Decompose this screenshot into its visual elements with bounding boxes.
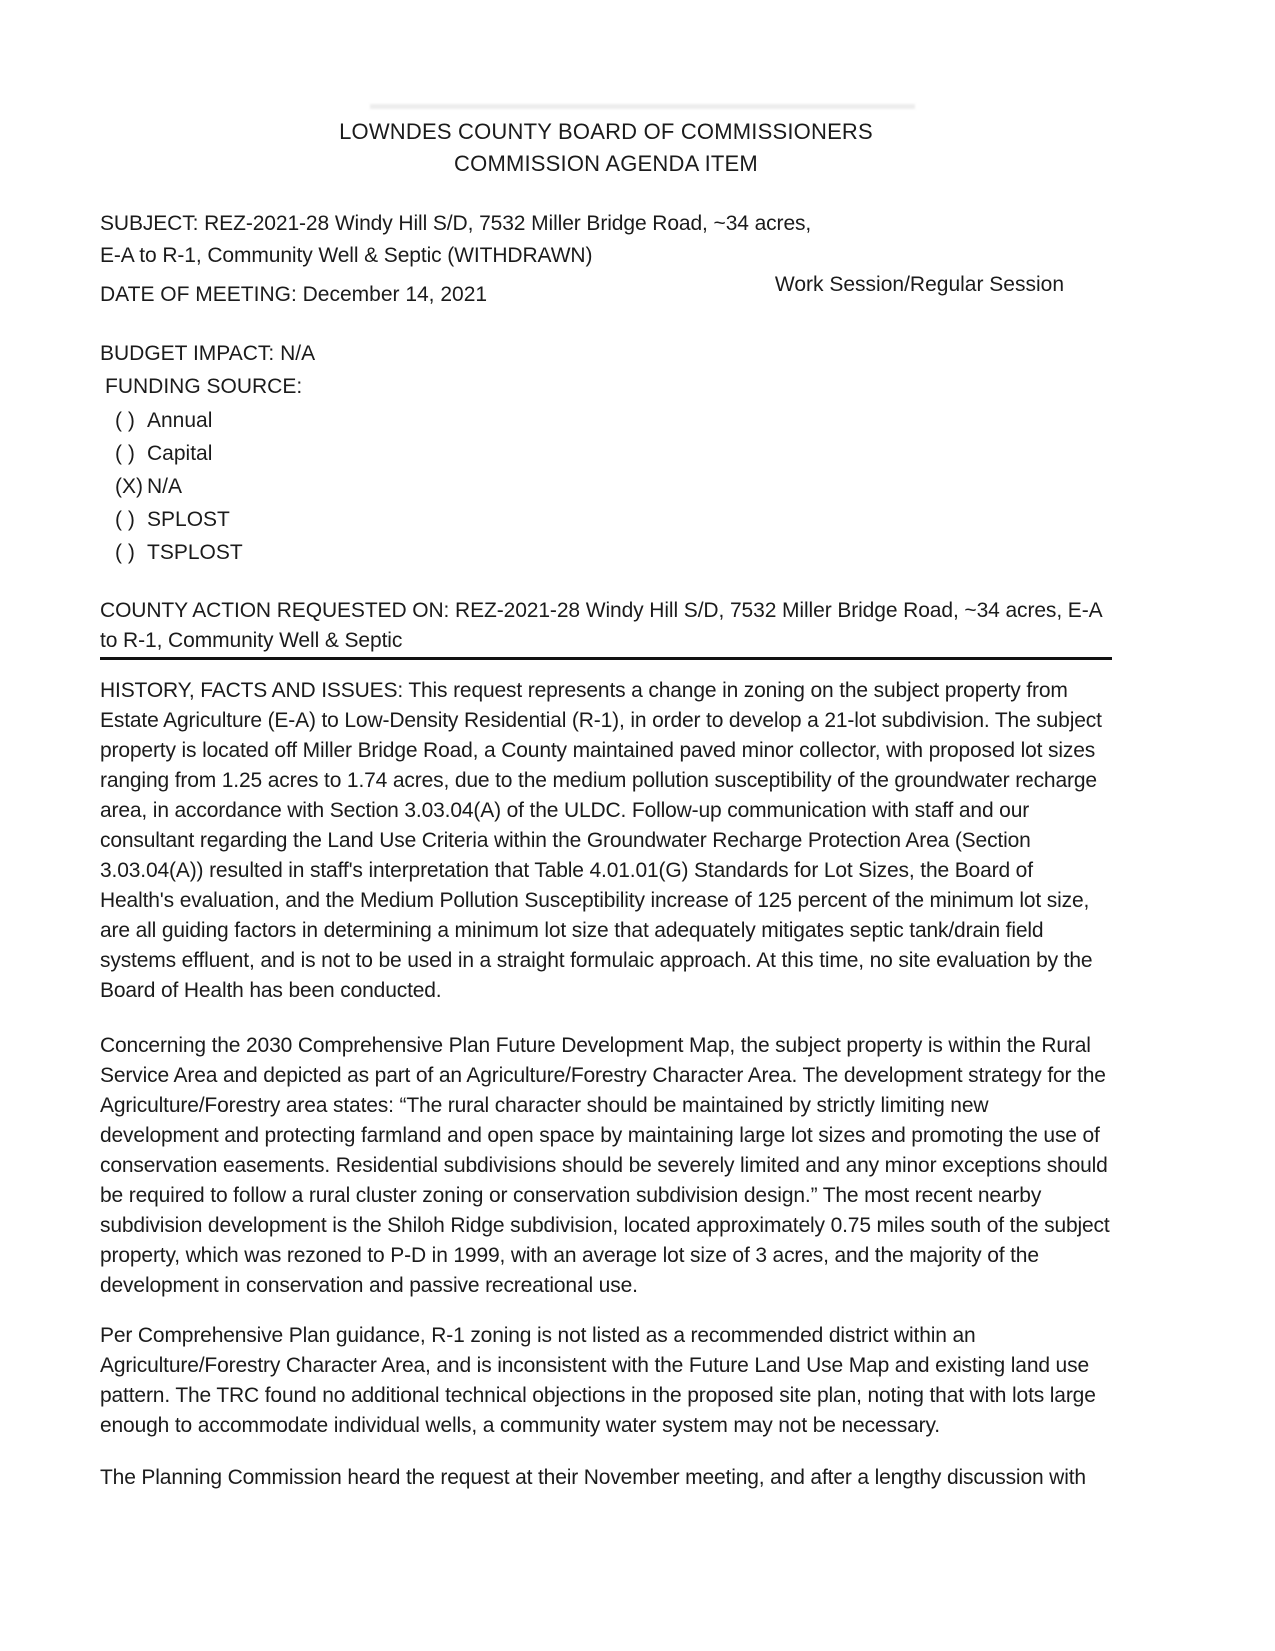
document-title-line2: COMMISSION AGENDA ITEM (454, 151, 758, 176)
funding-option-splost (100, 503, 1112, 536)
date-of-meeting: DATE OF MEETING: December 14, 2021 (100, 283, 488, 306)
budget-impact: BUDGET IMPACT: N/A (100, 342, 316, 365)
funding-option-tsplost (100, 536, 1112, 569)
document-title (100, 116, 1112, 180)
checkbox-capital: ( ) (115, 442, 135, 465)
checkbox-tsplost: ( ) (115, 541, 135, 564)
funding-option-label: Capital (147, 442, 213, 465)
checkbox-na-checked: (X) (115, 475, 143, 498)
subject-line1: SUBJECT: REZ-2021-28 Windy Hill S/D, 7532 Miller Bridge Road, ~34 acres, (100, 212, 812, 235)
funding-option-label: N/A (147, 475, 183, 498)
meeting-row (100, 273, 1112, 310)
funding-option-annual (100, 404, 1112, 437)
funding-option-na (100, 470, 1112, 503)
checkbox-splost: ( ) (115, 508, 135, 531)
document-title-line1: LOWNDES COUNTY BOARD OF COMMISSIONERS (339, 119, 873, 144)
funding-option-label: SPLOST (147, 508, 230, 531)
plan-guidance-paragraph: Per Comprehensive Plan guidance, R-1 zoning is not listed as a recommended district within an Agriculture/Forestry Character Area, and is inconsistent with the Future Land Use Map and existing land use pattern. The TRC found no additional technical objections in the proposed site plan, noting that with lots large enough to accommodate individual wells, a community water system may not be necessary. (100, 1324, 1096, 1437)
subject-block (100, 208, 1112, 272)
funding-option-capital (100, 437, 1112, 470)
county-action-requested: COUNTY ACTION REQUESTED ON: REZ-2021-28 Windy Hill S/D, 7532 Miller Bridge Road, ~34 acres, E-A to R-1, Community Well & Septic (100, 596, 1112, 660)
checkbox-annual: ( ) (115, 409, 135, 432)
funding-options-list (100, 404, 1112, 569)
comprehensive-plan-paragraph: Concerning the 2030 Comprehensive Plan Future Development Map, the subject property is within the Rural Service Area and depicted as part of an Agriculture/Forestry Character Area. The development strategy for the Agriculture/Forestry area states: “The rural character should be maintained by strictly limiting new development and protecting farmland and open space by maintaining large lot sizes and promoting the use of conservation easements. Residential subdivisions should be severely limited and any minor exceptions should be required to follow a rural cluster zoning or conservation subdivision design.” The most recent nearby subdivision development is the Shiloh Ridge subdivision, located approximately 0.75 miles south of the subject property, which was rezoned to P-D in 1999, with an average lot size of 3 acres, and the majority of the development in conservation and passive recreational use. (100, 1034, 1110, 1297)
funding-option-label: Annual (147, 409, 213, 432)
funding-option-label: TSPLOST (147, 541, 243, 564)
planning-commission-paragraph: The Planning Commission heard the request at their November meeting, and after a lengthy discussion with (100, 1466, 1086, 1489)
funding-source-label: FUNDING SOURCE: (105, 375, 303, 398)
document-content (100, 0, 1112, 1493)
session-type: Work Session/Regular Session (774, 273, 1064, 296)
subject-line2: E-A to R-1, Community Well & Septic (WITHDRAWN) (100, 244, 593, 267)
history-facts-issues-paragraph: HISTORY, FACTS AND ISSUES: This request represents a change in zoning on the subject property from Estate Agriculture (E-A) to Low-Density Residential (R-1), in order to develop a 21-lot subdivision. The subject property is located off Miller Bridge Road, a County maintained paved minor collector, with proposed lot sizes ranging from 1.25 acres to 1.74 acres, due to the medium pollution susceptibility of the groundwater recharge area, in accordance with Section 3.03.04(A) of the ULDC. Follow-up communication with staff and our consultant regarding the Land Use Criteria within the Groundwater Recharge Protection Area (Section 3.03.04(A)) resulted in staff's interpretation that Table 4.01.01(G) Standards for Lot Sizes, the Board of Health's evaluation, and the Medium Pollution Susceptibility increase of 125 percent of the minimum lot size, are all guiding factors in determining a minimum lot size that adequately mitigates septic tank/drain field systems effluent, and is not to be used in a straight formulaic approach. At this time, no site evaluation by the Board of Health has been conducted. (100, 679, 1102, 1002)
